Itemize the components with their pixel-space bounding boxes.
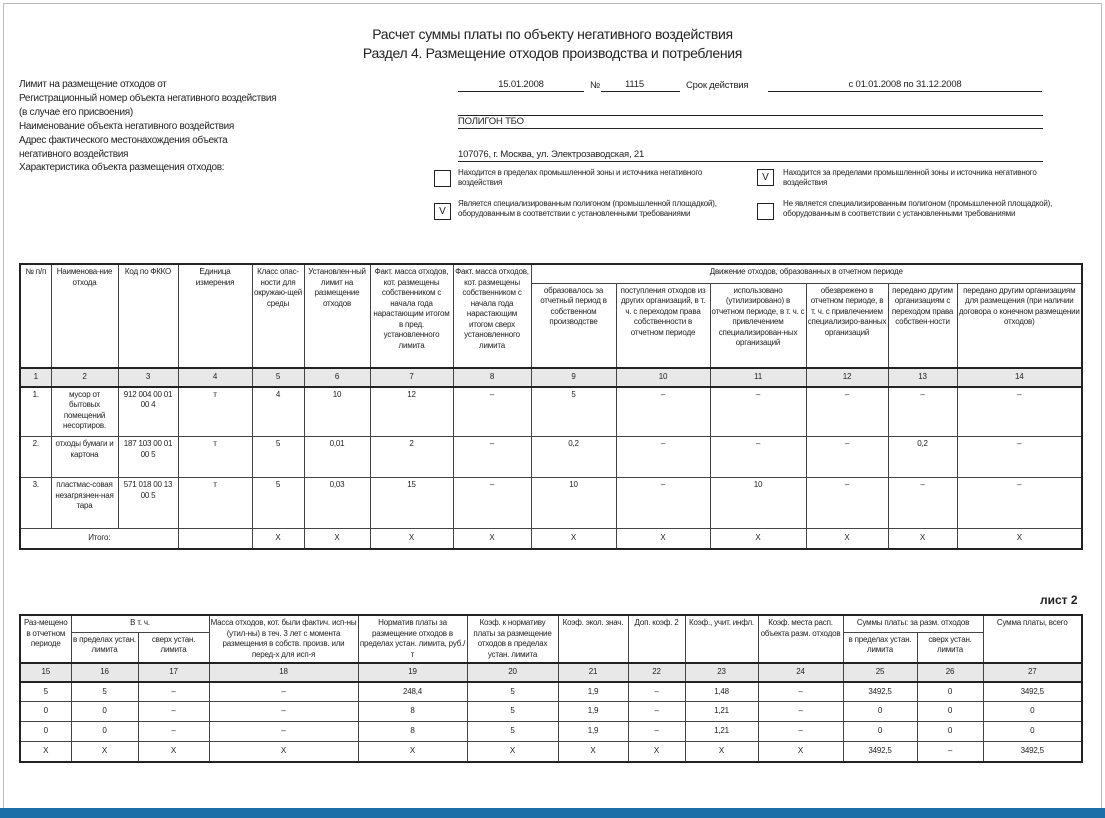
table-row: [20, 437, 1082, 478]
table-cell: 187 103 00 01 00 5: [118, 437, 178, 478]
table-cell: –: [138, 682, 209, 702]
table-cell: 0: [20, 722, 71, 742]
object-name-field[interactable]: ПОЛИГОН ТБО: [458, 116, 1043, 129]
column-number: 21: [558, 663, 628, 682]
column-number: 15: [20, 663, 71, 682]
col-header: Норматив платы за размещение отходов в пределах устан. лимита, руб./т: [358, 615, 467, 663]
label-characteristics: Характеристика объекта размещения отходов:: [19, 162, 225, 173]
table-cell: –: [710, 387, 806, 437]
table-row: [20, 722, 1082, 742]
limit-date-field[interactable]: 15.01.2008: [458, 79, 584, 92]
column-number: 19: [358, 663, 467, 682]
table-cell: –: [957, 478, 1082, 529]
table-cell: 2.: [20, 437, 51, 478]
table-cell: 0,03: [304, 478, 370, 529]
payment-calculation-table: [19, 614, 1083, 763]
total-cell: X: [957, 529, 1082, 549]
table-cell: 0: [843, 702, 917, 722]
table-row: [20, 387, 1082, 437]
col-header: № п/п: [20, 264, 51, 368]
checkbox-specialized-landfill[interactable]: V: [434, 203, 451, 220]
table-cell: 0: [843, 722, 917, 742]
checkbox-not-specialized-landfill[interactable]: [757, 203, 774, 220]
table-row: [20, 478, 1082, 529]
group-header-including: В т. ч.: [71, 615, 209, 632]
column-number: 3: [118, 368, 178, 387]
table-cell: –: [758, 682, 843, 702]
col-header: Коэф. к нормативу платы за размещение отходов в пределах устан. лимита: [467, 615, 558, 663]
bottom-accent-bar: [0, 808, 1105, 818]
table-cell: –: [888, 478, 957, 529]
total-cell: X: [616, 529, 710, 549]
table-cell: –: [628, 722, 685, 742]
total-cell: [178, 529, 252, 549]
table-cell: X: [758, 742, 843, 762]
table-cell: 5: [467, 702, 558, 722]
table-cell: 1.: [20, 387, 51, 437]
column-number: 24: [758, 663, 843, 682]
column-number: 6: [304, 368, 370, 387]
col-header: Факт. масса отходов, кот. размещены собственником с начала года нарастающим итогом сверх установленного лимита: [453, 264, 531, 368]
column-number: 17: [138, 663, 209, 682]
table-cell: 0,2: [888, 437, 957, 478]
col-header: Масса отходов, кот. были фактич. исп-ны (утил-ны) в теч. 3 лет с момента размещения в собств. произв. или перед-х для исп-я: [209, 615, 358, 663]
col-header: в пределах устан. лимита: [843, 632, 917, 663]
column-number: 18: [209, 663, 358, 682]
total-cell: X: [806, 529, 888, 549]
total-row: [20, 529, 1082, 549]
column-number: 23: [685, 663, 758, 682]
column-numbers-row: [20, 663, 1082, 682]
table-cell: X: [685, 742, 758, 762]
col-header: Раз-мещено в отчетном периоде: [20, 615, 71, 663]
table-cell: –: [957, 437, 1082, 478]
table-cell: 4: [252, 387, 304, 437]
table-cell: –: [138, 702, 209, 722]
col-header: Сумма платы, всего: [983, 615, 1082, 663]
column-number: 8: [453, 368, 531, 387]
col-header: Единица измерения: [178, 264, 252, 368]
table-cell: –: [453, 478, 531, 529]
table-cell: –: [888, 387, 957, 437]
total-cell: X: [531, 529, 616, 549]
total-cell: X: [453, 529, 531, 549]
table-cell: 8: [358, 702, 467, 722]
table-cell: –: [957, 387, 1082, 437]
total-cell: X: [710, 529, 806, 549]
table-cell: –: [628, 682, 685, 702]
checkbox-in-industrial-zone[interactable]: [434, 170, 451, 187]
table-row: [20, 702, 1082, 722]
table-cell: 15: [370, 478, 453, 529]
table-cell: 571 018 00 13 00 5: [118, 478, 178, 529]
table-cell: 10: [531, 478, 616, 529]
checkbox-outside-industrial-zone-label: Находится за пределами промышленной зоны и источника негативного воздействия: [783, 168, 1037, 187]
table-cell: 1,21: [685, 722, 758, 742]
label-reg-number-note: (в случае его присвоения): [19, 107, 133, 118]
total-cell: X: [304, 529, 370, 549]
total-label: Итого:: [20, 529, 178, 549]
table-cell: 12: [370, 387, 453, 437]
sheet-label: лист 2: [1040, 593, 1078, 607]
table-cell: –: [710, 437, 806, 478]
col-header: Класс опас-ности для окружаю-щей среды: [252, 264, 304, 368]
label-limit: Лимит на размещение отходов от: [19, 79, 167, 90]
table-cell: –: [209, 702, 358, 722]
table-cell: т: [178, 437, 252, 478]
table-cell: 5: [71, 682, 138, 702]
table-cell: 248,4: [358, 682, 467, 702]
table-cell: 0,2: [531, 437, 616, 478]
col-header: Наименова-ние отхода: [51, 264, 118, 368]
table-cell: –: [628, 702, 685, 722]
validity-label: Срок действия: [686, 80, 749, 91]
table-cell: 912 004 00 01 00 4: [118, 387, 178, 437]
col-header: передано другим организациям для размещения (при наличии договора о конечном размещении отходов): [957, 283, 1082, 368]
group-header-waste-movement: Движение отходов, образованных в отчетном периоде: [531, 264, 1082, 283]
col-header: Доп. коэф. 2: [628, 615, 685, 663]
column-number: 14: [957, 368, 1082, 387]
table-cell: 0: [917, 682, 983, 702]
table-cell: 3492,5: [843, 682, 917, 702]
table-cell: 3492,5: [843, 742, 917, 762]
col-header: передано другим организациям с переходом права собствен-ности: [888, 283, 957, 368]
table-cell: 5: [252, 437, 304, 478]
checkbox-outside-industrial-zone[interactable]: V: [757, 169, 774, 186]
table-cell: 0: [983, 702, 1082, 722]
number-label: №: [590, 80, 600, 91]
col-header: обезврежено в отчетном периоде, в т. ч. с привлечением специализиро-ванных организаций: [806, 283, 888, 368]
waste-placement-table: [19, 263, 1083, 550]
column-number: 16: [71, 663, 138, 682]
table-row: [20, 682, 1082, 702]
table-cell: 0: [71, 702, 138, 722]
col-header: Коэф. места расп. объекта разм. отходов: [758, 615, 843, 663]
column-number: 20: [467, 663, 558, 682]
col-header: Факт. масса отходов, кот. размещены собственником с начала года нарастающим итогом в пред. установленного лимита: [370, 264, 453, 368]
table-cell: –: [453, 437, 531, 478]
table-cell: 0: [917, 722, 983, 742]
col-header: сверх устан. лимита: [138, 632, 209, 663]
table-cell: 0: [917, 702, 983, 722]
label-object-name: Наименование объекта негативного воздействия: [19, 121, 235, 132]
column-number: 11: [710, 368, 806, 387]
checkbox-specialized-landfill-label: Является специализированным полигоном (промышленной площадкой), оборудованным в соответствии с установленными требованиями: [458, 199, 717, 218]
table-cell: –: [453, 387, 531, 437]
table-cell: отходы бумаги и картона: [51, 437, 118, 478]
col-header: Коэф., учит. инфл.: [685, 615, 758, 663]
table-cell: X: [20, 742, 71, 762]
table-cell: 0,01: [304, 437, 370, 478]
col-header: в пределах устан. лимита: [71, 632, 138, 663]
group-header-payment-sums: Суммы платы: за разм. отходов: [843, 615, 983, 632]
table-cell: т: [178, 478, 252, 529]
table-cell: –: [616, 387, 710, 437]
table-cell: 1,21: [685, 702, 758, 722]
table-cell: 0: [20, 702, 71, 722]
document-title: Расчет суммы платы по объекту негативного воздействия: [372, 26, 733, 42]
table-cell: 8: [358, 722, 467, 742]
table-cell: –: [917, 742, 983, 762]
col-header: Код по ФККО: [118, 264, 178, 368]
table-cell: X: [558, 742, 628, 762]
number-field[interactable]: 1115: [601, 79, 680, 92]
table-cell: –: [806, 478, 888, 529]
col-header: использовано (утилизировано) в отчетном периоде, в т. ч. с привлечением специализирован-ных организаций: [710, 283, 806, 368]
label-address-2: негативного воздействия: [19, 149, 129, 160]
table-cell: X: [138, 742, 209, 762]
table-cell: –: [616, 437, 710, 478]
table-cell: т: [178, 387, 252, 437]
total-row: [20, 742, 1082, 762]
table-cell: 0: [983, 722, 1082, 742]
column-number: 26: [917, 663, 983, 682]
table-cell: X: [467, 742, 558, 762]
table-cell: 5: [467, 682, 558, 702]
total-cell: X: [370, 529, 453, 549]
table-cell: 3492,5: [983, 682, 1082, 702]
column-number: 22: [628, 663, 685, 682]
table-cell: 10: [710, 478, 806, 529]
table-cell: –: [209, 722, 358, 742]
column-number: 2: [51, 368, 118, 387]
table-cell: 1,9: [558, 722, 628, 742]
label-reg-number: Регистрационный номер объекта негативного воздействия: [19, 93, 277, 104]
column-number: 9: [531, 368, 616, 387]
table-cell: 1,9: [558, 702, 628, 722]
address-field[interactable]: 107076, г. Москва, ул. Электрозаводская, 21: [458, 149, 1043, 162]
table-cell: 10: [304, 387, 370, 437]
table-cell: 0: [71, 722, 138, 742]
column-number: 25: [843, 663, 917, 682]
checkbox-in-industrial-zone-label: Находится в пределах промышленной зоны и источника негативного воздействия: [458, 168, 703, 187]
table-cell: 5: [20, 682, 71, 702]
validity-field[interactable]: с 01.01.2008 по 31.12.2008: [768, 79, 1042, 92]
total-cell: X: [888, 529, 957, 549]
table-cell: –: [806, 437, 888, 478]
table-cell: X: [358, 742, 467, 762]
table-cell: –: [209, 682, 358, 702]
section-title: Раздел 4. Размещение отходов производства и потребления: [362, 45, 743, 61]
table-cell: –: [758, 722, 843, 742]
table-cell: 5: [252, 478, 304, 529]
label-address-1: Адрес фактического местонахождения объекта: [19, 135, 228, 146]
table-cell: X: [209, 742, 358, 762]
column-number: 5: [252, 368, 304, 387]
column-number: 27: [983, 663, 1082, 682]
table-cell: X: [71, 742, 138, 762]
table-cell: 5: [467, 722, 558, 742]
col-header: образовалось за отчетный период в собственном производстве: [531, 283, 616, 368]
table-cell: 3.: [20, 478, 51, 529]
column-number: 4: [178, 368, 252, 387]
table-cell: 2: [370, 437, 453, 478]
column-number: 1: [20, 368, 51, 387]
column-number: 13: [888, 368, 957, 387]
table-cell: 1,9: [558, 682, 628, 702]
col-header: поступления отходов из других организаций, в т. ч. с переходом права собственности в отчетном периоде: [616, 283, 710, 368]
col-header: сверх устан. лимита: [917, 632, 983, 663]
table-cell: 3492,5: [983, 742, 1082, 762]
table-cell: –: [758, 702, 843, 722]
table-cell: X: [628, 742, 685, 762]
column-numbers-row: [20, 368, 1082, 387]
table-cell: пластмас-совая незагрязнен-ная тара: [51, 478, 118, 529]
table-cell: 1,48: [685, 682, 758, 702]
checkbox-not-specialized-landfill-label: Не является специализированным полигоном (промышленной площадкой), оборудованным в соответствии с установленными требованиями: [783, 199, 1053, 218]
column-number: 7: [370, 368, 453, 387]
table-cell: 5: [531, 387, 616, 437]
column-number: 10: [616, 368, 710, 387]
table-cell: –: [806, 387, 888, 437]
table-cell: мусор от бытовых помещений несортиров.: [51, 387, 118, 437]
col-header: Установлен-ный лимит на размещение отходов: [304, 264, 370, 368]
total-cell: X: [252, 529, 304, 549]
col-header: Коэф. экол. знач.: [558, 615, 628, 663]
table-cell: –: [616, 478, 710, 529]
column-number: 12: [806, 368, 888, 387]
table-cell: –: [138, 722, 209, 742]
